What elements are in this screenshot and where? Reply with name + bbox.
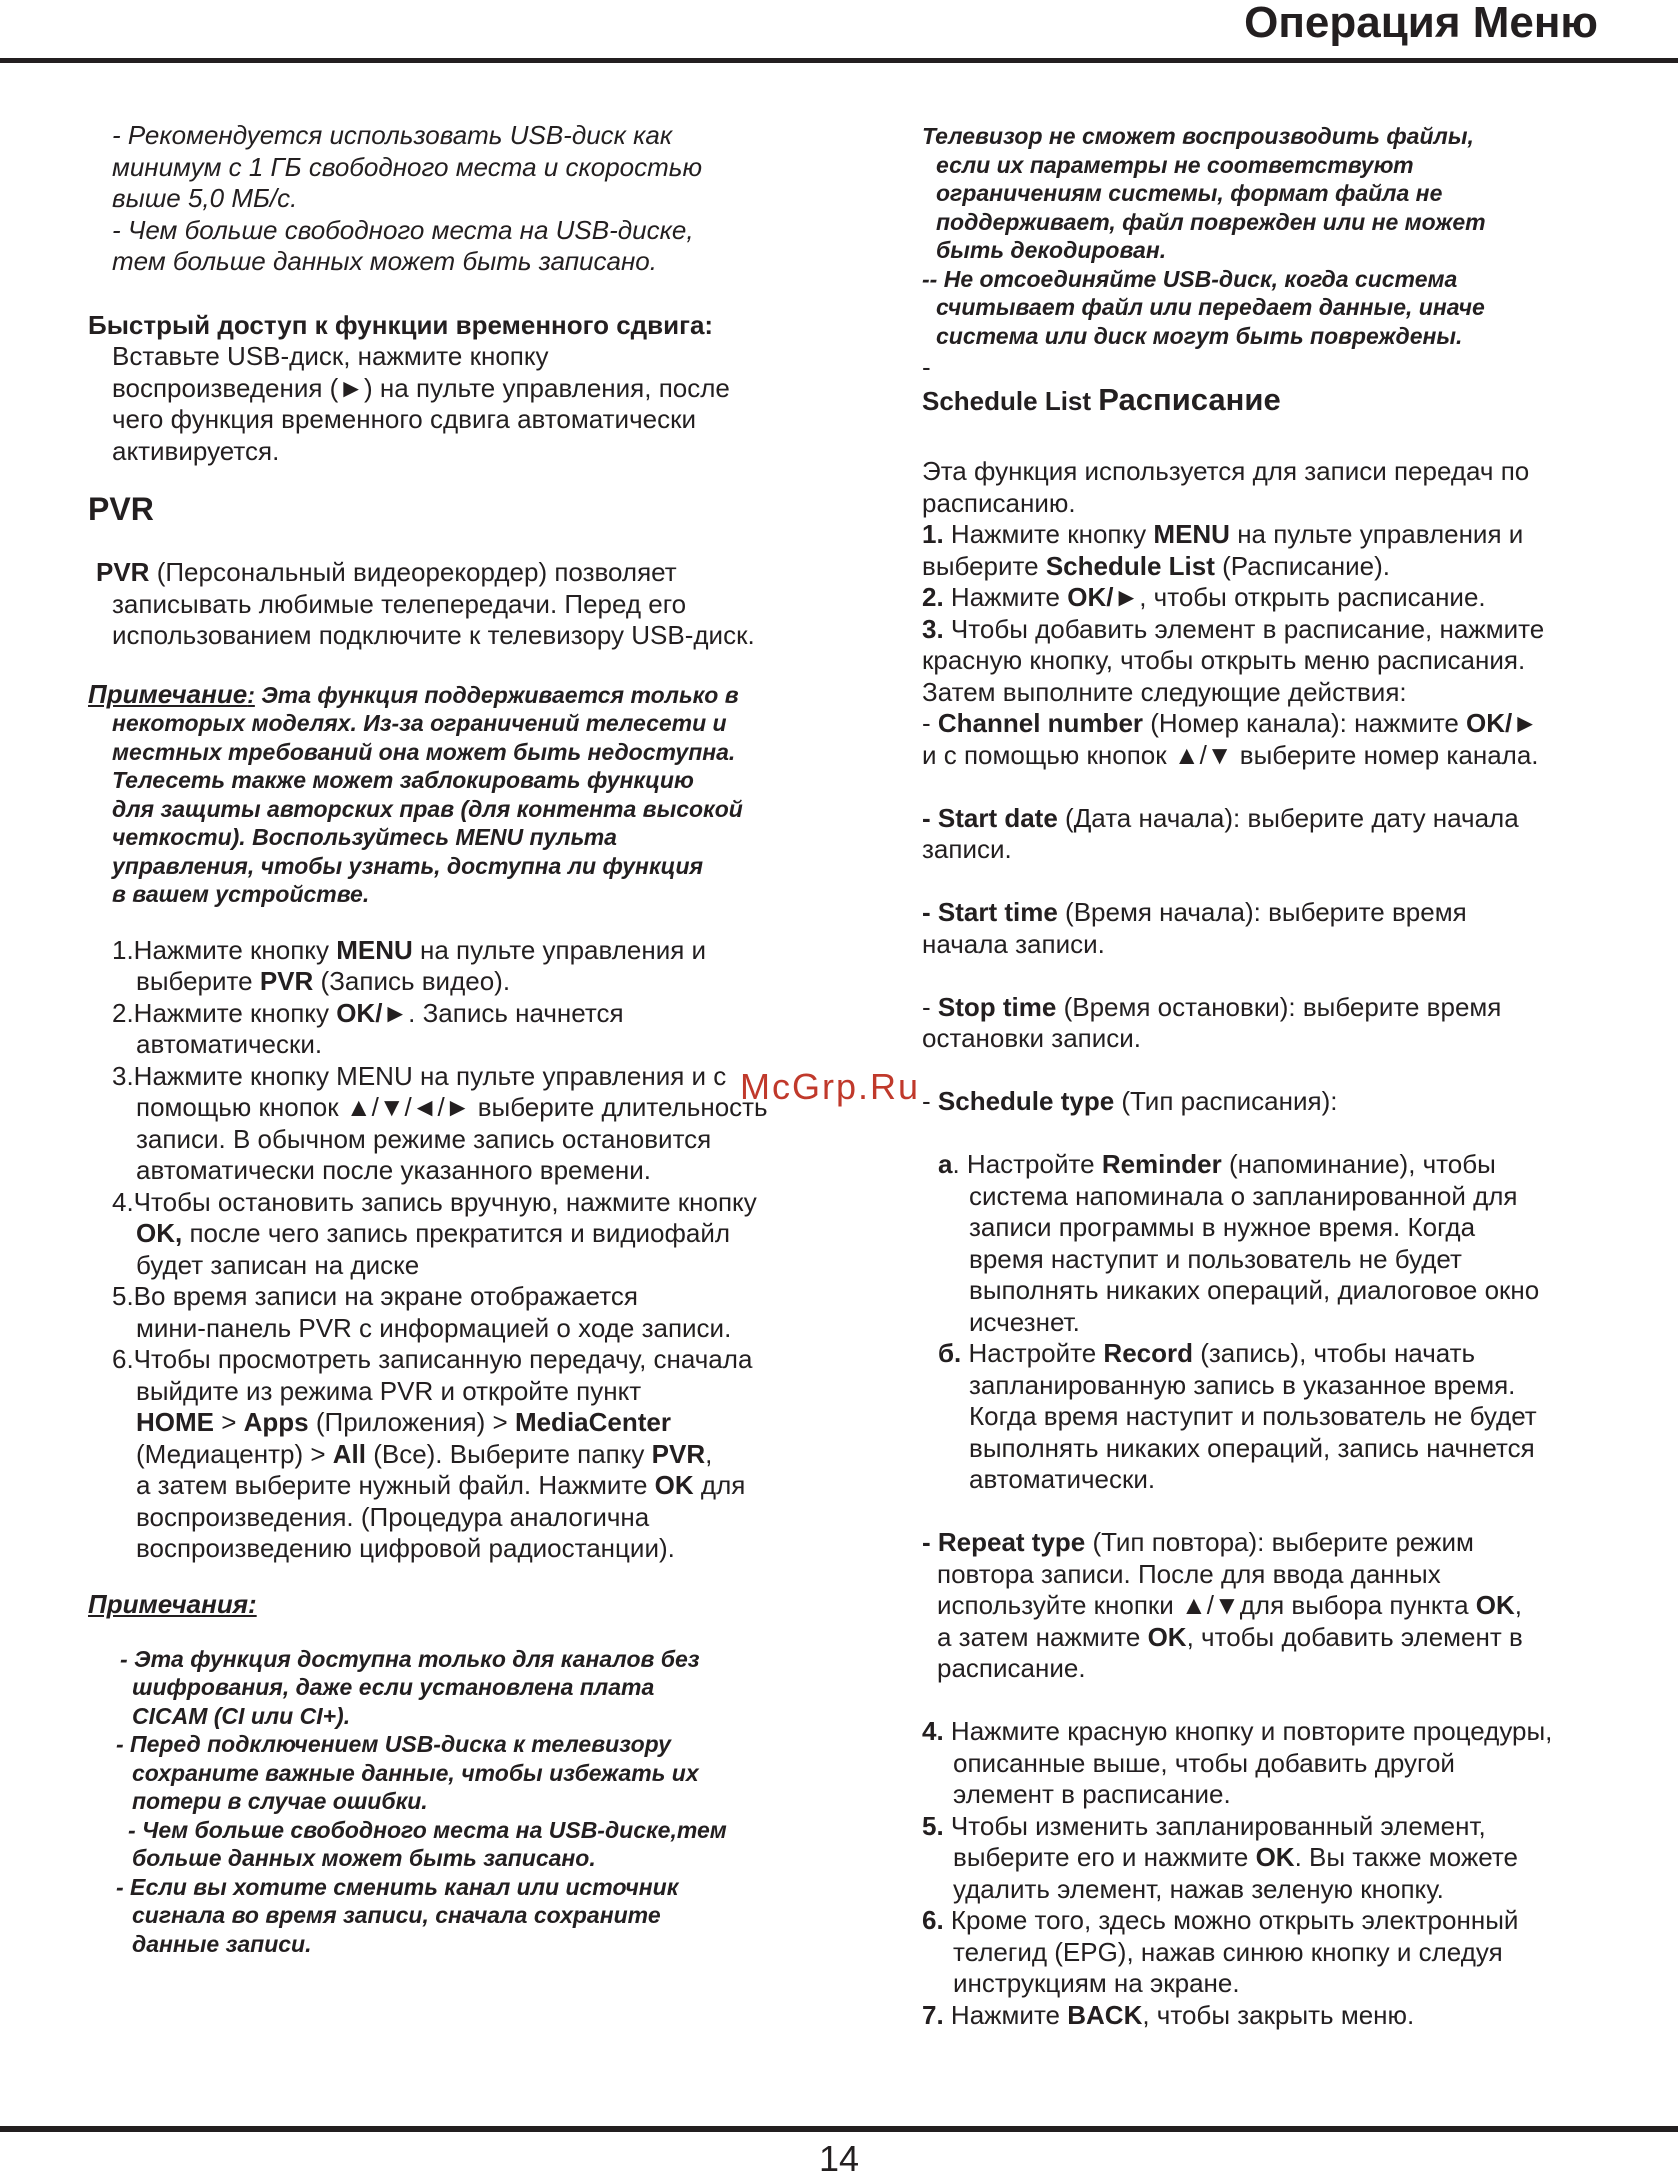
step-bold: PVR	[651, 1438, 706, 1469]
note-line: четкости). Воспользуйтесь MENU пульта	[112, 824, 617, 850]
note-line: для защиты авторских прав (для контента высокой	[112, 795, 743, 822]
sub-line: Когда время наступит и пользователь не будет	[969, 1401, 1537, 1431]
pvr-intro-line: использованием подключите к телевизору USB-диск.	[112, 620, 755, 650]
schedule-title-ru: Расписание	[1098, 382, 1281, 417]
step-text: >	[214, 1407, 244, 1437]
item-line: расписание.	[937, 1653, 1086, 1683]
step-text: Нажмите красную кнопку и повторите процедуры,	[943, 1716, 1553, 1746]
item-line: начала записи.	[922, 928, 1105, 959]
sub-line: запланированную запись в указанное время.	[969, 1369, 1516, 1400]
step-bold: MediaCenter	[514, 1407, 671, 1437]
timeshift-title: Быстрый доступ к функции временного сдвига:	[88, 309, 714, 340]
notes-line: CICAM (CI или CI+).	[132, 1702, 351, 1729]
step-line: описанные выше, чтобы добавить другой	[953, 1747, 1455, 1778]
step-number: 6.	[922, 1905, 944, 1935]
pvr-heading: PVR	[88, 491, 154, 527]
item-text: используйте кнопки ▲/▼для выбора пункта	[937, 1590, 1476, 1620]
sub-line: автоматически.	[969, 1464, 1156, 1494]
step-text: , чтобы закрыть меню.	[1142, 1999, 1415, 2030]
step-number: 1.	[922, 519, 944, 549]
item-text: (Время начала): выберите время	[1057, 897, 1467, 927]
pvr-intro-text: (Персональный видеорекордер) позволяет	[149, 557, 677, 587]
step-line: воспроизведения. (Процедура аналогична	[136, 1501, 650, 1532]
note-line: управления, чтобы узнать, доступна ли функция	[112, 852, 704, 879]
step-text: ,	[705, 1438, 713, 1469]
item-text: (Время остановки): выберите время	[1056, 991, 1502, 1022]
step-text: Чтобы изменить запланированный элемент,	[943, 1810, 1486, 1841]
step-bold: MENU	[336, 934, 413, 965]
sub-line: выполнять никаких операций, диалоговое окно	[969, 1275, 1540, 1305]
item-line: остановки записи.	[922, 1023, 1142, 1053]
notes-line: - Перед подключением USB-диска к телевизору	[116, 1731, 671, 1757]
sub-label: б.	[938, 1338, 962, 1368]
pvr-note	[88, 680, 848, 909]
note-label: Примечание	[88, 678, 248, 709]
timeshift-section	[88, 310, 848, 468]
dash: -	[922, 352, 931, 382]
step-line: 5.Во время записи на экране отображается	[112, 1281, 638, 1311]
notes-line: - Чем больше свободного места на USB-диске,тем	[128, 1816, 727, 1843]
step-number: 5.	[922, 1810, 944, 1841]
item-bold: Channel number	[937, 708, 1144, 738]
step-number: 4.	[922, 1716, 944, 1746]
step-text: 2.Нажмите кнопку	[112, 997, 337, 1028]
step-text: (Приложения) >	[308, 1407, 515, 1437]
note-line: некоторых моделях. Из-за ограничений телесети и	[112, 710, 727, 736]
step-text: Нажмите кнопку	[943, 519, 1154, 549]
usb-rec-line: - Рекомендуется использовать USB-диск как	[112, 120, 673, 150]
intro-line: Эта функция используется для записи передач по	[922, 456, 1530, 486]
usb-rec-line: тем больше данных может быть записано.	[112, 246, 657, 276]
step-text: 1.Нажмите кнопку	[112, 934, 337, 965]
notes-line: больше данных может быть записано.	[132, 1845, 596, 1871]
intro-line: расписанию.	[922, 487, 1076, 518]
sub-text: . Настройте	[952, 1149, 1102, 1179]
sub-text: Настройте	[961, 1338, 1104, 1368]
pvr-steps	[88, 935, 848, 1565]
timeshift-line: активируется.	[112, 435, 280, 466]
note-colon: :	[247, 681, 255, 708]
timeshift-line: чего функция временного сдвига автоматически	[112, 404, 696, 434]
step-text: а затем выберите нужный файл. Нажмите	[136, 1470, 655, 1500]
notes-line: сигнала во время записи, сначала сохраните	[132, 1902, 661, 1928]
pvr-notes	[88, 1587, 848, 1959]
step-line: элемент в расписание.	[953, 1779, 1231, 1809]
step-number: 7.	[922, 1999, 944, 2030]
step-line: удалить элемент, нажав зеленую кнопку.	[953, 1873, 1444, 1904]
step-text: выберите	[136, 966, 260, 996]
step-text: на пульте управления и	[1229, 519, 1524, 549]
step-number: 2.	[922, 582, 944, 612]
notes-line: данные записи.	[132, 1930, 312, 1957]
step-text: после чего запись прекратится и видиофайл	[182, 1218, 731, 1248]
step-bold: All	[332, 1438, 366, 1469]
schedule-list-title	[922, 380, 1622, 426]
step-line: выйдите из режима PVR и откройте пункт	[136, 1375, 642, 1406]
schedule-body	[922, 456, 1622, 2031]
item-bold: OK/►	[1466, 708, 1539, 738]
step-text: для	[693, 1470, 746, 1500]
pvr-bold: PVR	[96, 557, 150, 587]
note-line: в вашем устройстве.	[112, 881, 370, 907]
notes-line: - Если вы хотите сменить канал или источник	[116, 1873, 679, 1900]
sub-text: (напоминание), чтобы	[1221, 1149, 1496, 1179]
item-text: а затем нажмите	[937, 1621, 1148, 1652]
step-text: Чтобы добавить элемент в расписание, нажмите	[943, 613, 1545, 644]
step-text: (Все). Выберите папку	[365, 1438, 652, 1469]
item-bold: OK	[1147, 1621, 1187, 1652]
pvr-intro-line: записывать любимые телепередачи. Перед его	[112, 588, 687, 619]
step-text: выберите	[922, 550, 1046, 581]
sub-line: записи программы в нужное время. Когда	[969, 1212, 1476, 1242]
step-line: будет записан на диске	[136, 1249, 420, 1280]
right-column	[922, 122, 1622, 2031]
step-line: 3.Нажмите кнопку MENU на пульте управления и с	[112, 1060, 727, 1091]
step-bold: BACK	[1067, 1999, 1143, 2030]
step-line: телегид (EPG), нажав синюю кнопку и следуя	[953, 1936, 1503, 1967]
page-header-title: Операция Меню	[1244, 0, 1598, 47]
sub-line: система напоминала о запланированной для	[969, 1180, 1518, 1211]
step-text: (Расписание).	[1214, 550, 1390, 581]
item-text: (Тип повтора): выберите режим	[1085, 1527, 1474, 1557]
item-bold: Stop time	[937, 991, 1057, 1022]
footer-rule	[0, 2126, 1678, 2132]
item-text: , чтобы добавить элемент в	[1186, 1621, 1523, 1652]
warn-line: ограничениям системы, формат файла не	[936, 180, 1443, 206]
item-bold: OK	[1475, 1590, 1515, 1620]
warn-line: если их параметры не соответствуют	[936, 151, 1414, 178]
step-line: записи. В обычном режиме запись остановится	[136, 1123, 712, 1154]
step-bold: OK,	[136, 1218, 183, 1248]
step-bold: Schedule List	[1045, 550, 1215, 581]
step-text: (Запись видео).	[313, 966, 511, 996]
step-bold: OK	[654, 1470, 694, 1500]
step-text: (Медиацентр) >	[136, 1438, 333, 1469]
step-bold: OK/►	[1067, 582, 1140, 612]
warn-line: -- Не отсоединяйте USB-диск, когда система	[922, 265, 1458, 292]
header-rule	[0, 58, 1678, 63]
item-text: (Номер канала): нажмите	[1143, 708, 1467, 738]
item-text: -	[922, 708, 938, 738]
sub-bold: Reminder	[1101, 1149, 1222, 1179]
step-text: . Запись начнется	[408, 997, 624, 1028]
step-text: , чтобы открыть расписание.	[1139, 582, 1486, 612]
step-bold: Apps	[243, 1407, 309, 1437]
schedule-title-en: Schedule List	[922, 386, 1099, 416]
page-number: 14	[818, 2138, 860, 2179]
sub-line: исчезнет.	[969, 1306, 1080, 1337]
notes-line: сохраните важные данные, чтобы избежать их	[132, 1759, 699, 1786]
step-line: воспроизведению цифровой радиостанции).	[136, 1533, 675, 1563]
step-line: автоматически.	[136, 1029, 323, 1059]
step-text: Кроме того, здесь можно открыть электронный	[943, 1905, 1519, 1935]
usb-recommendation	[88, 120, 848, 278]
left-column	[88, 120, 848, 1958]
step-line: мини-панель PVR с информацией о ходе записи.	[136, 1312, 732, 1343]
step-bold: HOME	[136, 1407, 214, 1437]
notes-line: шифрования, даже если установлена плата	[132, 1674, 655, 1700]
step-bold: OK	[1255, 1842, 1295, 1872]
step-line: инструкциям на экране.	[953, 1968, 1240, 1998]
note-text: Эта функция поддерживается только в	[254, 681, 739, 708]
notes-label: Примечания:	[88, 1588, 257, 1619]
sub-label: a	[938, 1149, 953, 1179]
item-line: и с помощью кнопок ▲/▼ выберите номер канала.	[922, 739, 1539, 770]
item-text: ,	[1514, 1590, 1523, 1620]
sub-line: время наступит и пользователь не будет	[969, 1243, 1462, 1274]
item-bold: - Start date	[922, 802, 1058, 833]
watermark: McGrp.Ru	[740, 1066, 921, 1107]
note-line: местных требований она может быть недоступна.	[112, 738, 736, 765]
step-text: . Вы также можете	[1294, 1842, 1518, 1872]
item-text: (Тип расписания):	[1114, 1086, 1338, 1116]
step-text: на пульте управления и	[412, 934, 707, 965]
warn-line: Телевизор не сможет воспроизводить файлы,	[922, 123, 1474, 149]
usb-rec-line: выше 5,0 МБ/с.	[112, 183, 298, 213]
step-line: автоматически после указанного времени.	[136, 1155, 651, 1185]
item-text: (Дата начала): выберите дату начала	[1057, 802, 1519, 833]
warn-line: считывает файл или передает данные, иначе	[936, 294, 1485, 320]
step-bold: MENU	[1153, 519, 1230, 549]
item-text: -	[922, 991, 938, 1022]
notes-line: потери в случае ошибки.	[132, 1788, 428, 1814]
warn-line: быть декодирован.	[936, 237, 1167, 263]
step-text: Нажмите	[943, 1999, 1068, 2030]
item-text: -	[922, 1086, 938, 1116]
notes-line: - Эта функция доступна только для каналов без	[120, 1645, 700, 1672]
step-text: выберите его и нажмите	[953, 1842, 1256, 1872]
warn-line: поддерживает, файл поврежден или не может	[936, 208, 1486, 235]
timeshift-line: воспроизведения (►) на пульте управления, после	[112, 372, 730, 403]
sub-line: выполнять никаких операций, запись начнется	[969, 1432, 1535, 1463]
sub-bold: Record	[1103, 1338, 1193, 1368]
warn-line: система или диск могут быть повреждены.	[936, 322, 1463, 349]
item-line: повтора записи. После для ввода данных	[937, 1558, 1441, 1589]
step-number: 3.	[922, 613, 944, 644]
item-bold: - Repeat type	[922, 1527, 1086, 1557]
step-bold: OK/►	[336, 997, 409, 1028]
note-line: Телесеть также может заблокировать функцию	[112, 767, 694, 793]
step-bold: PVR	[259, 966, 314, 996]
step-line: красную кнопку, чтобы открыть меню расписания.	[922, 645, 1526, 675]
step-line: Затем выполните следующие действия:	[922, 676, 1407, 707]
item-line: записи.	[922, 834, 1012, 864]
sub-text: (запись), чтобы начать	[1193, 1338, 1476, 1368]
pvr-intro	[88, 557, 848, 652]
step-text: Нажмите	[943, 582, 1068, 612]
step-line: 4.Чтобы остановить запись вручную, нажмите кнопку	[112, 1186, 757, 1217]
step-line: 6.Чтобы просмотреть записанную передачу, сначала	[112, 1344, 753, 1374]
usb-rec-line: - Чем больше свободного места на USB-диске,	[112, 214, 694, 245]
step-line: помощью кнопок ▲/▼/◄/► выберите длительность	[136, 1092, 768, 1122]
item-bold: - Start time	[922, 897, 1058, 927]
usb-rec-line: минимум с 1 ГБ свободного места и скоростью	[112, 151, 702, 182]
item-bold: Schedule type	[937, 1086, 1115, 1116]
timeshift-line: Вставьте USB-диск, нажмите кнопку	[112, 341, 549, 371]
playback-warning	[922, 122, 1622, 350]
